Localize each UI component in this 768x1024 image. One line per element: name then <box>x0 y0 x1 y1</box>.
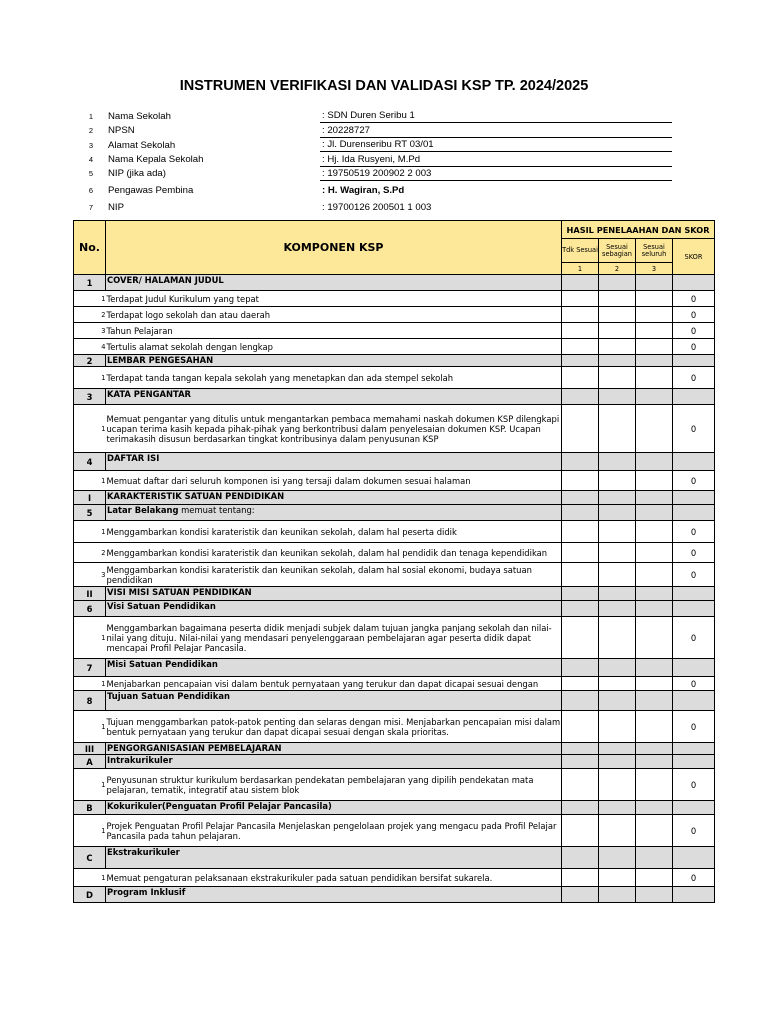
skor-cell: 0 <box>673 563 715 587</box>
item-number: 2 <box>74 307 106 323</box>
skor-cell: 0 <box>673 677 715 691</box>
score-checkbox-cell[interactable] <box>562 601 599 617</box>
score-checkbox-cell[interactable] <box>636 471 673 491</box>
section-title: Kokurikuler(Penguatan Profil Pelajar Pancasila) <box>106 801 562 815</box>
info-row <box>80 197 672 214</box>
info-row <box>80 109 672 123</box>
score-checkbox-cell[interactable] <box>562 801 599 815</box>
header-num-3: 3 <box>636 263 673 275</box>
section-row <box>74 601 715 617</box>
item-text: Memuat pengaturan pelaksanaan ekstrakurikuler pada satuan pendidikan bersifat sukarela. <box>106 869 562 887</box>
section-title: DAFTAR ISI <box>106 453 562 471</box>
section-row <box>74 355 715 367</box>
item-number: 1 <box>74 617 106 659</box>
section-row <box>74 275 715 291</box>
score-checkbox-cell[interactable] <box>599 275 636 291</box>
item-text: Terdapat Judul Kurikulum yang tepat <box>106 291 562 307</box>
score-checkbox-cell[interactable] <box>599 491 636 505</box>
school-info-table <box>80 109 672 214</box>
section-number: 2 <box>74 355 106 367</box>
info-number: 3 <box>88 140 94 150</box>
header-komponen: KOMPONEN KSP <box>106 221 562 275</box>
section-title: Tujuan Satuan Pendidikan <box>106 691 562 711</box>
score-checkbox-cell[interactable] <box>599 543 636 563</box>
score-checkbox-cell[interactable] <box>599 453 636 471</box>
skor-cell: 0 <box>673 543 715 563</box>
skor-cell <box>673 755 715 769</box>
item-number: 3 <box>74 563 106 587</box>
item-number: 1 <box>74 521 106 543</box>
section-title <box>106 505 562 521</box>
item-row <box>74 563 715 587</box>
score-checkbox-cell[interactable] <box>562 505 599 521</box>
skor-cell: 0 <box>673 367 715 389</box>
item-text: Menggambarkan kondisi karateristik dan keunikan sekolah, dalam hal peserta didik <box>106 521 562 543</box>
score-checkbox-cell[interactable] <box>562 471 599 491</box>
section-title-plain: memuat tentang: <box>178 505 255 515</box>
score-checkbox-cell[interactable] <box>562 847 599 869</box>
item-row <box>74 405 715 453</box>
item-text: Tertulis alamat sekolah dengan lengkap <box>106 339 562 355</box>
score-checkbox-cell[interactable] <box>562 339 599 355</box>
document-title: INSTRUMEN VERIFIKASI DAN VALIDASI KSP TP. 2024/2025 <box>179 78 589 94</box>
item-number: 2 <box>74 543 106 563</box>
info-label: Nama Sekolah <box>108 110 171 122</box>
item-row <box>74 323 715 339</box>
score-checkbox-cell[interactable] <box>562 869 599 887</box>
verification-table <box>73 220 715 903</box>
header-num-1: 1 <box>562 263 599 275</box>
item-row <box>74 543 715 563</box>
score-checkbox-cell[interactable] <box>599 743 636 755</box>
score-checkbox-cell[interactable] <box>599 563 636 587</box>
score-checkbox-cell[interactable] <box>562 543 599 563</box>
score-checkbox-cell[interactable] <box>599 711 636 743</box>
section-row <box>74 587 715 601</box>
item-row <box>74 471 715 491</box>
item-number: 4 <box>74 339 106 355</box>
score-checkbox-cell[interactable] <box>562 491 599 505</box>
score-checkbox-cell[interactable] <box>562 755 599 769</box>
skor-cell <box>673 275 715 291</box>
score-checkbox-cell[interactable] <box>636 617 673 659</box>
section-number: 1 <box>74 275 106 291</box>
section-row <box>74 659 715 677</box>
section-row <box>74 691 715 711</box>
skor-cell <box>673 887 715 903</box>
info-value: : 19700126 200501 1 003 <box>322 201 432 213</box>
section-number: II <box>74 587 106 601</box>
score-checkbox-cell[interactable] <box>636 691 673 711</box>
item-text: Tujuan menggambarkan patok-patok penting dan selaras dengan misi. Menjabarkan pencapaian misi dalam bentuk pernyataan yang terukur dan dapat dicapai sesuai dengan skala prioritas. <box>106 711 562 743</box>
section-title: PENGORGANISASIAN PEMBELAJARAN <box>106 743 562 755</box>
item-text: Memuat pengantar yang ditulis untuk mengantarkan pembaca memahami naskah dokumen KSP dilengkapi ucapan terima kasih kepada pihak-pihak yang berkontribusi dalam penyelesaian dokumen KSP. Ucapan terimakasih disusun berdasarkan tingkat kontribusinya dalam penyusunan KSP <box>106 405 562 453</box>
skor-cell: 0 <box>673 769 715 801</box>
score-checkbox-cell[interactable] <box>636 869 673 887</box>
score-checkbox-cell[interactable] <box>636 743 673 755</box>
score-checkbox-cell[interactable] <box>562 617 599 659</box>
score-checkbox-cell[interactable] <box>562 659 599 677</box>
info-value: : SDN Duren Seribu 1 <box>320 109 672 123</box>
item-text: Tahun Pelajaran <box>106 323 562 339</box>
item-number: 1 <box>74 769 106 801</box>
score-checkbox-cell[interactable] <box>636 587 673 601</box>
score-checkbox-cell[interactable] <box>599 367 636 389</box>
score-checkbox-cell[interactable] <box>636 769 673 801</box>
section-title: Program Inklusif <box>106 887 562 903</box>
score-checkbox-cell[interactable] <box>562 691 599 711</box>
score-checkbox-cell[interactable] <box>562 521 599 543</box>
skor-cell: 0 <box>673 307 715 323</box>
skor-cell: 0 <box>673 869 715 887</box>
score-checkbox-cell[interactable] <box>636 755 673 769</box>
score-checkbox-cell[interactable] <box>599 769 636 801</box>
section-title: Intrakurikuler <box>106 755 562 769</box>
section-number: C <box>74 847 106 869</box>
item-number: 1 <box>74 405 106 453</box>
score-checkbox-cell[interactable] <box>636 521 673 543</box>
score-checkbox-cell[interactable] <box>562 389 599 405</box>
item-number: 1 <box>74 869 106 887</box>
section-number: 6 <box>74 601 106 617</box>
info-row <box>80 166 672 180</box>
score-checkbox-cell[interactable] <box>599 617 636 659</box>
score-checkbox-cell[interactable] <box>636 677 673 691</box>
score-checkbox-cell[interactable] <box>636 505 673 521</box>
section-number: B <box>74 801 106 815</box>
score-checkbox-cell[interactable] <box>562 275 599 291</box>
section-title: KARAKTERISTIK SATUAN PENDIDIKAN <box>106 491 562 505</box>
info-number: 6 <box>88 185 94 195</box>
score-checkbox-cell[interactable] <box>636 339 673 355</box>
skor-cell <box>673 743 715 755</box>
section-title: KATA PENGANTAR <box>106 389 562 405</box>
score-checkbox-cell[interactable] <box>599 389 636 405</box>
header-tdk-sesuai: Tdk Sesuai <box>562 239 599 263</box>
header-sesuai-seluruh: Sesuai seluruh <box>636 239 673 263</box>
info-value: : H. Wagiran, S.Pd <box>322 184 405 196</box>
item-row <box>74 339 715 355</box>
score-checkbox-cell[interactable] <box>599 339 636 355</box>
section-number: 3 <box>74 389 106 405</box>
score-checkbox-cell[interactable] <box>562 769 599 801</box>
score-checkbox-cell[interactable] <box>599 323 636 339</box>
score-checkbox-cell[interactable] <box>562 887 599 903</box>
item-row <box>74 677 715 691</box>
section-title: VISI MISI SATUAN PENDIDIKAN <box>106 587 562 601</box>
item-row <box>74 617 715 659</box>
info-label: Nama Kepala Sekolah <box>108 154 204 166</box>
skor-cell <box>673 453 715 471</box>
section-row <box>74 847 715 869</box>
skor-cell: 0 <box>673 471 715 491</box>
score-checkbox-cell[interactable] <box>562 815 599 847</box>
skor-cell: 0 <box>673 291 715 307</box>
info-number: 5 <box>88 169 94 179</box>
info-label: Pengawas Pembina <box>108 184 194 196</box>
score-checkbox-cell[interactable] <box>636 887 673 903</box>
score-checkbox-cell[interactable] <box>562 587 599 601</box>
skor-cell <box>673 491 715 505</box>
info-row <box>80 180 672 197</box>
score-checkbox-cell[interactable] <box>599 869 636 887</box>
item-number: 1 <box>74 471 106 491</box>
section-row <box>74 389 715 405</box>
skor-cell <box>673 691 715 711</box>
skor-cell <box>673 355 715 367</box>
score-checkbox-cell[interactable] <box>636 847 673 869</box>
score-checkbox-cell[interactable] <box>636 659 673 677</box>
section-row <box>74 491 715 505</box>
score-checkbox-cell[interactable] <box>562 355 599 367</box>
score-checkbox-cell[interactable] <box>636 711 673 743</box>
section-number: 5 <box>74 505 106 521</box>
score-checkbox-cell[interactable] <box>562 405 599 453</box>
item-text: Menggambarkan kondisi karateristik dan keunikan sekolah, dalam hal pendidik dan tenaga kependidikan <box>106 543 562 563</box>
score-checkbox-cell[interactable] <box>636 275 673 291</box>
skor-cell: 0 <box>673 323 715 339</box>
section-number: III <box>74 743 106 755</box>
score-checkbox-cell[interactable] <box>636 405 673 453</box>
info-number: 4 <box>88 155 94 165</box>
item-row <box>74 521 715 543</box>
header-hasil: HASIL PENELAAHAN DAN SKOR <box>562 221 715 239</box>
info-label: Alamat Sekolah <box>108 139 176 151</box>
score-checkbox-cell[interactable] <box>599 505 636 521</box>
info-value: : Jl. Durenseribu RT 03/01 <box>320 137 672 151</box>
score-checkbox-cell[interactable] <box>599 307 636 323</box>
score-checkbox-cell[interactable] <box>599 847 636 869</box>
score-checkbox-cell[interactable] <box>636 323 673 339</box>
item-row <box>74 769 715 801</box>
score-checkbox-cell[interactable] <box>599 355 636 367</box>
score-checkbox-cell[interactable] <box>636 307 673 323</box>
info-label: NIP <box>108 201 124 213</box>
info-number: 2 <box>88 126 94 136</box>
score-checkbox-cell[interactable] <box>636 355 673 367</box>
score-checkbox-cell[interactable] <box>599 405 636 453</box>
score-checkbox-cell[interactable] <box>599 815 636 847</box>
section-number: D <box>74 887 106 903</box>
item-text: Penyusunan struktur kurikulum berdasarkan pendekatan pembelajaran yang dipilih pendekatan mata pelajaran, tematik, integratif atau sistem blok <box>106 769 562 801</box>
score-checkbox-cell[interactable] <box>636 453 673 471</box>
section-number: I <box>74 491 106 505</box>
section-title: Misi Satuan Pendidikan <box>106 659 562 677</box>
skor-cell <box>673 389 715 405</box>
skor-cell <box>673 847 715 869</box>
header-no: No. <box>74 221 106 275</box>
item-number: 1 <box>74 677 106 691</box>
item-text: Terdapat tanda tangan kepala sekolah yang menetapkan dan ada stempel sekolah <box>106 367 562 389</box>
item-row <box>74 869 715 887</box>
score-checkbox-cell[interactable] <box>562 453 599 471</box>
item-number: 1 <box>74 711 106 743</box>
item-row <box>74 307 715 323</box>
score-checkbox-cell[interactable] <box>562 367 599 389</box>
section-row <box>74 505 715 521</box>
info-label: NPSN <box>108 125 135 137</box>
section-title: COVER/ HALAMAN JUDUL <box>106 275 562 291</box>
item-text: Menjabarkan pencapaian visi dalam bentuk pernyataan yang terukur dan dapat dicapai sesuai dengan <box>106 677 562 691</box>
item-row <box>74 815 715 847</box>
skor-cell <box>673 587 715 601</box>
score-checkbox-cell[interactable] <box>636 291 673 307</box>
score-checkbox-cell[interactable] <box>562 291 599 307</box>
score-checkbox-cell[interactable] <box>636 389 673 405</box>
skor-cell <box>673 505 715 521</box>
header-skor: SKOR <box>673 239 715 275</box>
score-checkbox-cell[interactable] <box>562 563 599 587</box>
score-checkbox-cell[interactable] <box>599 755 636 769</box>
score-checkbox-cell[interactable] <box>599 801 636 815</box>
score-checkbox-cell[interactable] <box>599 601 636 617</box>
score-checkbox-cell[interactable] <box>636 491 673 505</box>
item-number: 3 <box>74 323 106 339</box>
section-row <box>74 801 715 815</box>
section-row <box>74 755 715 769</box>
info-value: : 20228727 <box>320 123 672 137</box>
item-number: 1 <box>74 815 106 847</box>
info-value: : 19750519 200902 2 003 <box>320 166 672 180</box>
section-title-bold: Latar Belakang <box>107 505 179 515</box>
item-row <box>74 291 715 307</box>
info-number: 1 <box>88 111 94 121</box>
score-checkbox-cell[interactable] <box>562 743 599 755</box>
item-number: 1 <box>74 291 106 307</box>
score-checkbox-cell[interactable] <box>636 367 673 389</box>
skor-cell <box>673 801 715 815</box>
item-text: Menggambarkan bagaimana peserta didik menjadi subjek dalam tujuan jangka panjang sekolah dan nilai-nilai yang dituju. Nilai-nilai yang mendasari penyelenggaraan pembelajaran agar peserta didik dapat mencapai Profil Pelajar Pancasila. <box>106 617 562 659</box>
skor-cell: 0 <box>673 339 715 355</box>
score-checkbox-cell[interactable] <box>599 521 636 543</box>
skor-cell: 0 <box>673 405 715 453</box>
section-number: 8 <box>74 691 106 711</box>
info-label: NIP (jika ada) <box>108 168 166 180</box>
info-row <box>80 152 672 166</box>
item-text: Terdapat logo sekolah dan atau daerah <box>106 307 562 323</box>
score-checkbox-cell[interactable] <box>562 677 599 691</box>
header-num-2: 2 <box>599 263 636 275</box>
item-row <box>74 367 715 389</box>
score-checkbox-cell[interactable] <box>562 711 599 743</box>
section-title: Ekstrakurikuler <box>106 847 562 869</box>
skor-cell: 0 <box>673 617 715 659</box>
score-checkbox-cell[interactable] <box>562 307 599 323</box>
score-checkbox-cell[interactable] <box>636 543 673 563</box>
item-text: Projek Penguatan Profil Pelajar Pancasila Menjelaskan pengelolaan projek yang mengacu pada Profil Pelajar Pancasila pada tahun pelajaran. <box>106 815 562 847</box>
section-row <box>74 743 715 755</box>
score-checkbox-cell[interactable] <box>636 563 673 587</box>
section-row <box>74 887 715 903</box>
score-checkbox-cell[interactable] <box>636 815 673 847</box>
section-number: A <box>74 755 106 769</box>
item-number: 1 <box>74 367 106 389</box>
score-checkbox-cell[interactable] <box>599 677 636 691</box>
score-checkbox-cell[interactable] <box>636 601 673 617</box>
section-row <box>74 453 715 471</box>
section-number: 4 <box>74 453 106 471</box>
skor-cell <box>673 601 715 617</box>
score-checkbox-cell[interactable] <box>599 691 636 711</box>
header-sesuai-sebagian: Sesuai sebagian <box>599 239 636 263</box>
score-checkbox-cell[interactable] <box>562 323 599 339</box>
section-title: Visi Satuan Pendidikan <box>106 601 562 617</box>
score-checkbox-cell[interactable] <box>599 887 636 903</box>
skor-cell: 0 <box>673 711 715 743</box>
header-row <box>74 221 715 239</box>
score-checkbox-cell[interactable] <box>599 659 636 677</box>
score-checkbox-cell[interactable] <box>599 587 636 601</box>
item-text: Memuat daftar dari seluruh komponen isi yang tersaji dalam dokumen sesuai halaman <box>106 471 562 491</box>
skor-cell: 0 <box>673 815 715 847</box>
info-row <box>80 123 672 137</box>
score-checkbox-cell[interactable] <box>599 291 636 307</box>
section-title: LEMBAR PENGESAHAN <box>106 355 562 367</box>
section-number: 7 <box>74 659 106 677</box>
skor-cell: 0 <box>673 521 715 543</box>
score-checkbox-cell[interactable] <box>636 801 673 815</box>
score-checkbox-cell[interactable] <box>599 471 636 491</box>
info-value: : Hj. Ida Rusyeni, M.Pd <box>320 152 672 166</box>
info-row <box>80 137 672 151</box>
info-number: 7 <box>88 202 94 212</box>
item-row <box>74 711 715 743</box>
skor-cell <box>673 659 715 677</box>
item-text: Menggambarkan kondisi karateristik dan keunikan sekolah, dalam hal sosial ekonomi, budaya satuan pendidikan <box>106 563 562 587</box>
